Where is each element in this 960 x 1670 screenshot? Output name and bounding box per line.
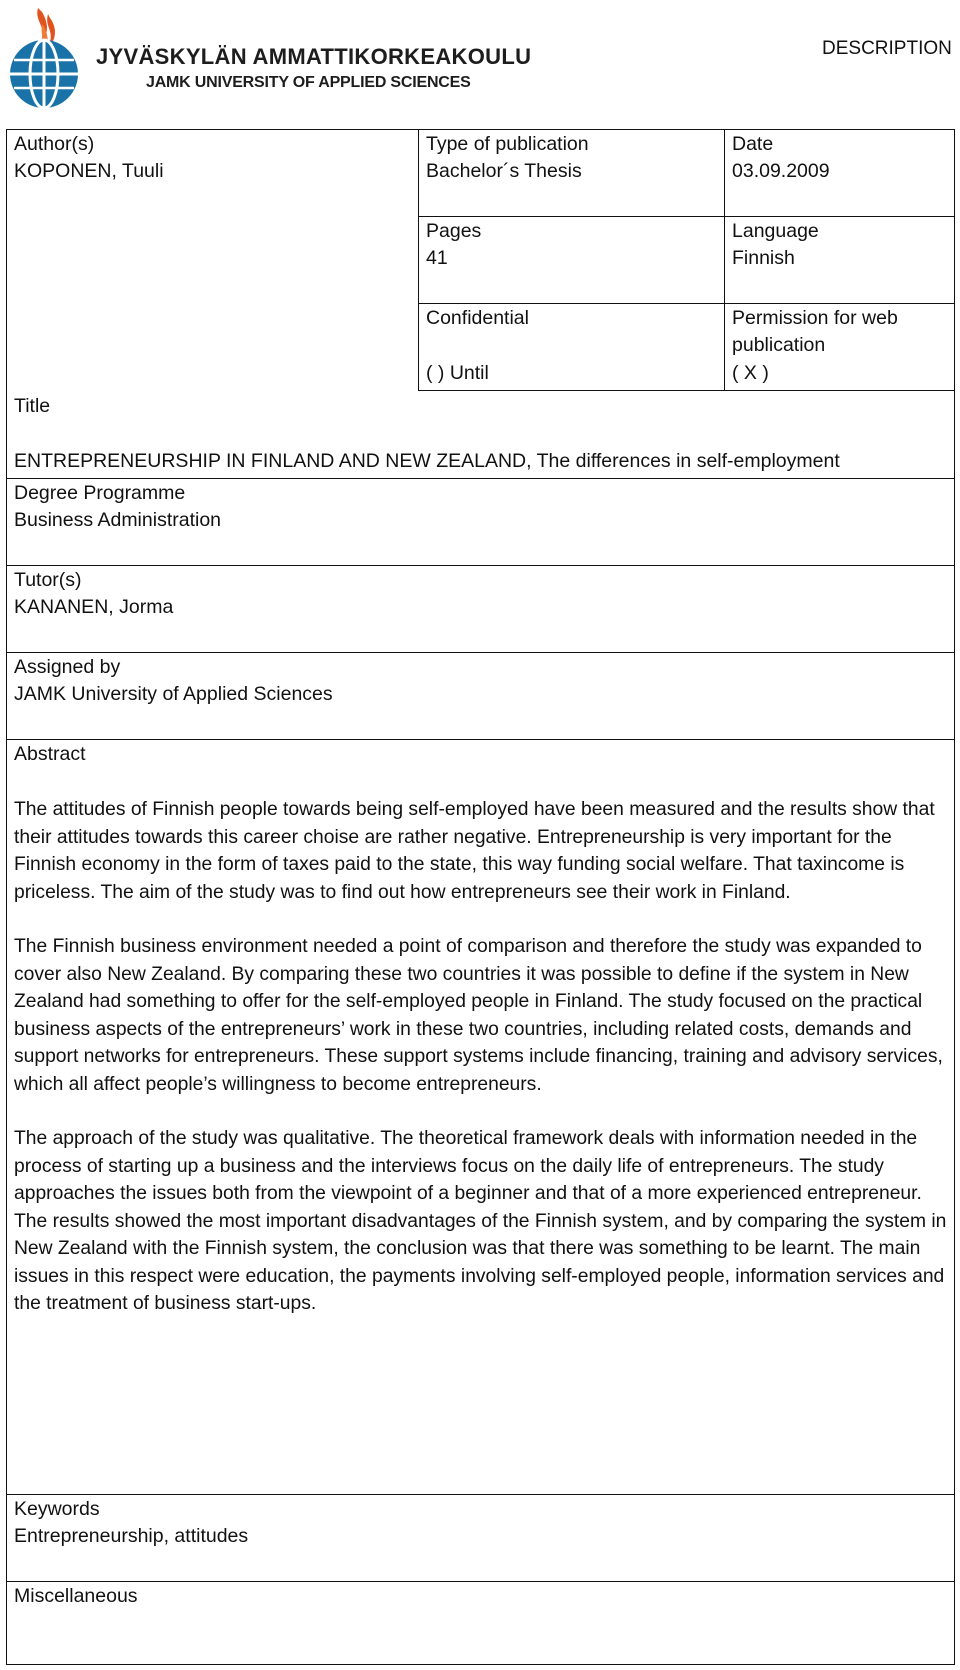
divider — [6, 478, 955, 479]
permission-label: Permission for web publication — [732, 307, 898, 356]
degree-value: Business Administration — [14, 509, 222, 531]
abstract-paragraph: The attitudes of Finnish people towards being self-employed have been measured and the results show that their attitudes towards this career choise are rather negative. Entrepreneurship is very important for the Finnish economy in the form of taxes paid to the state, this way funding social welfare. That taxincome is priceless. The aim of the study was to find out how entrepreneurs see their work in Finland. — [14, 799, 935, 903]
pages-label: Pages — [426, 220, 482, 242]
title-value: ENTREPRENEURSHIP IN FINLAND AND NEW ZEALAND, The differences in self-employment — [14, 450, 840, 472]
divider — [6, 1581, 955, 1582]
divider — [418, 129, 419, 391]
divider — [418, 216, 955, 217]
institution-name-fi: JYVÄSKYLÄN AMMATTIKORKEAKOULU — [96, 44, 532, 69]
divider — [724, 129, 725, 391]
degree-label: Degree Programme — [14, 482, 186, 504]
abstract-paragraph: The approach of the study was qualitative. The theoretical framework deals with information needed in the process of starting up a business and the interviews focus on the daily life of entrepreneurs. The study approaches the issues both from the viewpoint of a beginner and that of a more experienced entrepreneur. The results showed the most important disadvantages of the Finnish system, and by comparing the system in New Zealand with the Finnish system, the conclusion was that there was something to be learnt. The main issues in this respect were education, the payments involving self-employed people, information services and the treatment of business start-ups. — [14, 1128, 947, 1314]
keywords-value: Entrepreneurship, attitudes — [14, 1525, 249, 1547]
abstract-label: Abstract — [14, 743, 86, 765]
date-label: Date — [732, 133, 774, 155]
pages-value: 41 — [426, 247, 448, 269]
confidential-label: Confidential — [426, 307, 529, 329]
assigned-label: Assigned by — [14, 656, 121, 678]
confidential-value: ( ) Until — [426, 362, 489, 384]
title-label: Title — [14, 395, 51, 417]
author-label: Author(s) — [14, 133, 95, 155]
abstract-paragraph: The Finnish business environment needed a point of comparison and therefore the study was expanded to cover also New Zealand. By comparing these two countries it was possible to define if the system in New Zealand had something to offer for the self-employed people in Finland. The study focused on the practical business aspects of the entrepreneurs’ work in these two countries, including related costs, demands and support networks for entrepreneurs. These support systems include financing, training and advisory services, which all affect people’s willingness to become entrepreneurs. — [14, 936, 943, 1095]
document-type: DESCRIPTION — [822, 38, 952, 59]
abstract-body — [14, 796, 948, 1345]
tutor-label: Tutor(s) — [14, 569, 82, 591]
permission-value: ( X ) — [732, 362, 769, 384]
pub-type-label: Type of publication — [426, 133, 589, 155]
divider — [6, 739, 955, 740]
divider — [418, 303, 955, 304]
date-value: 03.09.2009 — [732, 160, 830, 182]
divider — [418, 390, 955, 391]
divider — [6, 1494, 955, 1495]
author-value: KOPONEN, Tuuli — [14, 160, 164, 182]
language-value: Finnish — [732, 247, 795, 269]
pub-type-value: Bachelor´s Thesis — [426, 160, 582, 182]
language-label: Language — [732, 220, 819, 242]
assigned-value: JAMK University of Applied Sciences — [14, 683, 333, 705]
tutor-value: KANANEN, Jorma — [14, 596, 174, 618]
divider — [6, 565, 955, 566]
institution-name-en: JAMK UNIVERSITY OF APPLIED SCIENCES — [146, 74, 471, 91]
keywords-label: Keywords — [14, 1498, 100, 1520]
jamk-logo-icon — [4, 4, 88, 110]
misc-label: Miscellaneous — [14, 1585, 138, 1607]
divider — [6, 652, 955, 653]
